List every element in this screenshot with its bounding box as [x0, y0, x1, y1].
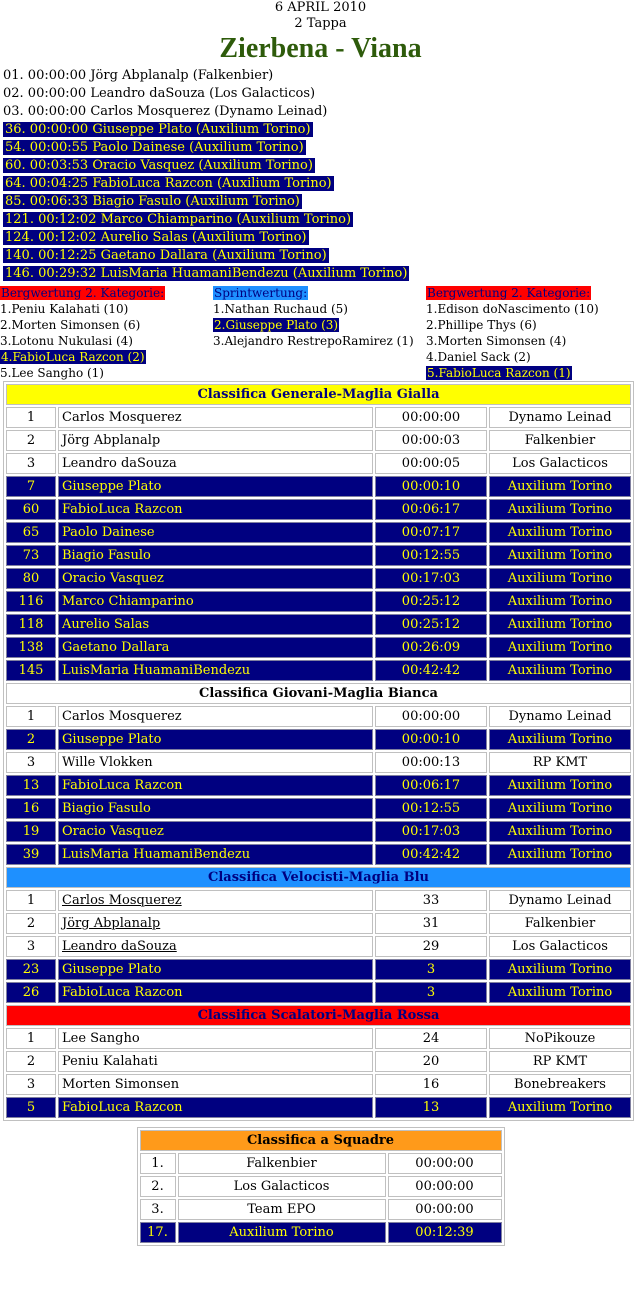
team-cell: Auxilium Torino: [489, 959, 631, 980]
table-row: [6, 407, 631, 428]
value-cell: 00:00:03: [375, 430, 487, 451]
team-cell: NoPikouze: [489, 1028, 631, 1049]
stage-result-text: 54. 00:00:55 Paolo Dainese (Auxilium Torino): [5, 140, 304, 155]
value-cell: 00:42:42: [375, 844, 487, 865]
stage-result-row: [3, 247, 641, 265]
team-cell: Auxilium Torino: [489, 476, 631, 497]
classification-title: Classifica Velocisti-Maglia Blu: [6, 867, 631, 888]
stage-result-text: 124. 00:12:02 Aurelio Salas (Auxilium Torino): [5, 230, 307, 245]
team-cell: Falkenbier: [489, 430, 631, 451]
rider-name-cell: Paolo Dainese: [58, 522, 373, 543]
sub-classification-title: Bergwertung 2. Kategorie:: [1, 286, 165, 300]
stage-result-row: [3, 103, 641, 121]
table-row: [6, 913, 631, 934]
table-row: [6, 637, 631, 658]
value-cell: 3: [375, 982, 487, 1003]
rank-cell: 19: [6, 821, 56, 842]
team-cell: Bonebreakers: [489, 1074, 631, 1095]
sub-classification-item-text: 4.FabioLuca Razcon (2): [1, 350, 145, 364]
sub-classification: [0, 285, 213, 381]
rank-cell: 13: [6, 775, 56, 796]
sub-classification-item-text: 5.FabioLuca Razcon (1): [427, 366, 571, 380]
stage-result-row: [3, 229, 641, 247]
rider-name-cell[interactable]: Carlos Mosquerez: [58, 890, 373, 911]
team-rank-cell: 3.: [140, 1199, 176, 1220]
table-row: [6, 1074, 631, 1095]
sub-classification-item-text: 3.Lotonu Nukulasi (4): [0, 334, 133, 348]
classification-title: Classifica Generale-Maglia Gialla: [6, 384, 631, 405]
value-cell: 16: [375, 1074, 487, 1095]
table-row: [6, 775, 631, 796]
rank-cell: 16: [6, 798, 56, 819]
classification-title: Classifica Giovani-Maglia Bianca: [6, 683, 631, 704]
stage-date: 6 APRIL 2010: [274, 0, 367, 15]
stage-result-text: 01. 00:00:00 Jörg Abplanalp (Falkenbier): [3, 68, 274, 83]
sub-classification-title: Sprintwertung:: [214, 286, 308, 300]
rider-name-cell: Oracio Vasquez: [58, 821, 373, 842]
team-name-cell: Falkenbier: [178, 1153, 386, 1174]
sub-classification-item: [426, 365, 639, 381]
page-title: Zierbena - Viana: [219, 33, 422, 64]
value-cell: 31: [375, 913, 487, 934]
team-cell: Auxilium Torino: [489, 591, 631, 612]
sub-classification-item: [0, 349, 213, 365]
table-row: [6, 959, 631, 980]
sub-classification: [213, 285, 426, 381]
rider-name-cell[interactable]: Leandro daSouza: [58, 936, 373, 957]
sub-classification-item: [213, 301, 426, 317]
stage-result-row: [3, 211, 641, 229]
table-row: [6, 430, 631, 451]
team-classification-title: Classifica a Squadre: [140, 1130, 502, 1151]
team-cell: Los Galacticos: [489, 936, 631, 957]
sub-classification-item-text: 5.Lee Sangho (1): [0, 366, 104, 380]
stage-result-row: [3, 175, 641, 193]
table-row: [6, 729, 631, 750]
sub-classification-item: [0, 301, 213, 317]
value-cell: 00:00:10: [375, 476, 487, 497]
stage-result-text: 64. 00:04:25 FabioLuca Razcon (Auxilium Torino): [5, 176, 332, 191]
rider-name-cell[interactable]: Jörg Abplanalp: [58, 913, 373, 934]
rank-cell: 80: [6, 568, 56, 589]
stage-result-text: 146. 00:29:32 LuisMaria HuamaniBendezu (Auxilium Torino): [5, 266, 408, 281]
rank-cell: 2: [6, 1051, 56, 1072]
rider-name-cell: FabioLuca Razcon: [58, 499, 373, 520]
table-row: [6, 936, 631, 957]
value-cell: 00:12:55: [375, 798, 487, 819]
table-row: [140, 1222, 502, 1243]
team-rank-cell: 1.: [140, 1153, 176, 1174]
table-row: [6, 1028, 631, 1049]
team-name-cell: Auxilium Torino: [178, 1222, 386, 1243]
rider-name-cell: Jörg Abplanalp: [58, 430, 373, 451]
sub-classification-title-row: [0, 285, 213, 301]
team-cell: RP KMT: [489, 1051, 631, 1072]
rank-cell: 60: [6, 499, 56, 520]
sub-classification-item-text: 2.Phillipe Thys (6): [426, 318, 537, 332]
team-cell: Auxilium Torino: [489, 545, 631, 566]
rider-name-cell: Peniu Kalahati: [58, 1051, 373, 1072]
classification-title: Classifica Scalatori-Maglia Rossa: [6, 1005, 631, 1026]
sub-classification-item: [426, 349, 639, 365]
sub-classifications: [0, 285, 641, 381]
team-cell: Auxilium Torino: [489, 775, 631, 796]
stage-result-row: [3, 139, 641, 157]
rider-name-cell: Aurelio Salas: [58, 614, 373, 635]
team-cell: Auxilium Torino: [489, 614, 631, 635]
value-cell: 00:07:17: [375, 522, 487, 543]
team-rank-cell: 2.: [140, 1176, 176, 1197]
sub-classification-item: [0, 365, 213, 381]
team-cell: Auxilium Torino: [489, 798, 631, 819]
team-time-cell: 00:00:00: [388, 1153, 502, 1174]
sub-classification-item: [426, 301, 639, 317]
team-cell: Dynamo Leinad: [489, 890, 631, 911]
table-row: [6, 453, 631, 474]
table-row: [140, 1199, 502, 1220]
sub-classification-item-text: 3.Morten Simonsen (4): [426, 334, 567, 348]
table-row: [6, 522, 631, 543]
rank-cell: 1: [6, 1028, 56, 1049]
rank-cell: 65: [6, 522, 56, 543]
team-cell: Auxilium Torino: [489, 1097, 631, 1118]
sub-classification-item: [213, 333, 426, 349]
team-cell: Auxilium Torino: [489, 637, 631, 658]
team-cell: Auxilium Torino: [489, 844, 631, 865]
value-cell: 00:25:12: [375, 614, 487, 635]
table-row: [6, 982, 631, 1003]
value-cell: 24: [375, 1028, 487, 1049]
rank-cell: 2: [6, 430, 56, 451]
classifications: [0, 381, 641, 1121]
value-cell: 00:00:10: [375, 729, 487, 750]
rank-cell: 23: [6, 959, 56, 980]
value-cell: 20: [375, 1051, 487, 1072]
sub-classification-item-text: 2.Morten Simonsen (6): [0, 318, 141, 332]
table-row: [6, 545, 631, 566]
stage-result-text: 60. 00:03:53 Oracio Vasquez (Auxilium Torino): [5, 158, 313, 173]
sub-classification-item: [426, 317, 639, 333]
stage-result-row: [3, 265, 641, 283]
value-cell: 00:00:00: [375, 407, 487, 428]
rank-cell: 3: [6, 1074, 56, 1095]
rank-cell: 3: [6, 752, 56, 773]
stage-result-row: [3, 67, 641, 85]
value-cell: 00:06:17: [375, 775, 487, 796]
rank-cell: 116: [6, 591, 56, 612]
rank-cell: 26: [6, 982, 56, 1003]
team-cell: Auxilium Torino: [489, 982, 631, 1003]
stage-result-row: [3, 85, 641, 103]
rider-name-cell: Giuseppe Plato: [58, 959, 373, 980]
stage-result-row: [3, 121, 641, 139]
table-row: [6, 1051, 631, 1072]
rider-name-cell: Giuseppe Plato: [58, 729, 373, 750]
stage-result-text: 85. 00:06:33 Biagio Fasulo (Auxilium Torino): [5, 194, 300, 209]
team-classification-table: [137, 1127, 505, 1246]
team-cell: Auxilium Torino: [489, 522, 631, 543]
table-row: [6, 1097, 631, 1118]
table-row: [6, 660, 631, 681]
table-row: [6, 844, 631, 865]
rider-name-cell: Wille Vlokken: [58, 752, 373, 773]
value-cell: 3: [375, 959, 487, 980]
rider-name-cell: Carlos Mosquerez: [58, 407, 373, 428]
rider-name-cell: LuisMaria HuamaniBendezu: [58, 660, 373, 681]
stage-result-row: [3, 193, 641, 211]
team-time-cell: 00:00:00: [388, 1199, 502, 1220]
value-cell: 00:42:42: [375, 660, 487, 681]
rank-cell: 2: [6, 913, 56, 934]
rank-cell: 145: [6, 660, 56, 681]
rank-cell: 138: [6, 637, 56, 658]
rider-name-cell: Morten Simonsen: [58, 1074, 373, 1095]
table-row: [6, 798, 631, 819]
team-cell: Auxilium Torino: [489, 729, 631, 750]
team-name-cell: Los Galacticos: [178, 1176, 386, 1197]
table-row: [6, 568, 631, 589]
team-cell: Auxilium Torino: [489, 499, 631, 520]
rider-name-cell: Giuseppe Plato: [58, 476, 373, 497]
value-cell: 00:26:09: [375, 637, 487, 658]
sub-classification-item: [426, 333, 639, 349]
rank-cell: 5: [6, 1097, 56, 1118]
stage-result-text: 02. 00:00:00 Leandro daSouza (Los Galacticos): [3, 86, 316, 101]
team-cell: Dynamo Leinad: [489, 706, 631, 727]
sub-classification: [426, 285, 639, 381]
sub-classification-item-text: 2.Giuseppe Plato (3): [214, 318, 339, 332]
sub-classification-item-text: 1.Peniu Kalahati (10): [0, 302, 129, 316]
stage-result-text: 140. 00:12:25 Gaetano Dallara (Auxilium Torino): [5, 248, 327, 263]
table-row: [6, 752, 631, 773]
rank-cell: 118: [6, 614, 56, 635]
rider-name-cell: Marco Chiamparino: [58, 591, 373, 612]
rank-cell: 73: [6, 545, 56, 566]
table-row: [6, 614, 631, 635]
stage-result-row: [3, 157, 641, 175]
value-cell: 00:17:03: [375, 568, 487, 589]
table-row: [140, 1176, 502, 1197]
sub-classification-title-row: [426, 285, 639, 301]
rider-name-cell: Oracio Vasquez: [58, 568, 373, 589]
sub-classification-title-row: [213, 285, 426, 301]
rank-cell: 1: [6, 890, 56, 911]
rider-name-cell: Carlos Mosquerez: [58, 706, 373, 727]
value-cell: 00:00:00: [375, 706, 487, 727]
value-cell: 00:25:12: [375, 591, 487, 612]
team-cell: Dynamo Leinad: [489, 407, 631, 428]
sub-classification-item-text: 4.Daniel Sack (2): [426, 350, 531, 364]
rider-name-cell: Leandro daSouza: [58, 453, 373, 474]
rank-cell: 3: [6, 936, 56, 957]
sub-classification-item: [213, 317, 426, 333]
team-rank-cell: 17.: [140, 1222, 176, 1243]
rider-name-cell: Gaetano Dallara: [58, 637, 373, 658]
table-row: [6, 890, 631, 911]
value-cell: 33: [375, 890, 487, 911]
rider-name-cell: Biagio Fasulo: [58, 798, 373, 819]
rider-name-cell: Lee Sangho: [58, 1028, 373, 1049]
rider-name-cell: FabioLuca Razcon: [58, 775, 373, 796]
stage-number: 2 Tappa: [294, 16, 347, 31]
rank-cell: 2: [6, 729, 56, 750]
rider-name-cell: LuisMaria HuamaniBendezu: [58, 844, 373, 865]
rank-cell: 3: [6, 453, 56, 474]
table-row: [6, 476, 631, 497]
table-row: [6, 591, 631, 612]
rider-name-cell: FabioLuca Razcon: [58, 982, 373, 1003]
sub-classification-title: Bergwertung 2. Kategorie:: [427, 286, 591, 300]
sub-classification-item-text: 1.Edison doNascimento (10): [426, 302, 599, 316]
team-cell: Auxilium Torino: [489, 660, 631, 681]
sub-classification-item-text: 1.Nathan Ruchaud (5): [213, 302, 348, 316]
value-cell: 00:00:13: [375, 752, 487, 773]
table-row: [6, 821, 631, 842]
team-cell: Falkenbier: [489, 913, 631, 934]
rider-name-cell: Biagio Fasulo: [58, 545, 373, 566]
team-time-cell: 00:12:39: [388, 1222, 502, 1243]
table-row: [140, 1153, 502, 1174]
classification-table: [3, 381, 634, 1121]
team-cell: Auxilium Torino: [489, 568, 631, 589]
stage-results: [3, 67, 641, 283]
table-row: [6, 499, 631, 520]
value-cell: 00:06:17: [375, 499, 487, 520]
team-name-cell: Team EPO: [178, 1199, 386, 1220]
value-cell: 29: [375, 936, 487, 957]
rank-cell: 39: [6, 844, 56, 865]
stage-result-text: 121. 00:12:02 Marco Chiamparino (Auxilium Torino): [5, 212, 352, 227]
team-time-cell: 00:00:00: [388, 1176, 502, 1197]
rank-cell: 1: [6, 407, 56, 428]
value-cell: 00:17:03: [375, 821, 487, 842]
rank-cell: 7: [6, 476, 56, 497]
sub-classification-item-text: 3.Alejandro RestrepoRamirez (1): [213, 334, 414, 348]
stage-result-text: 36. 00:00:00 Giuseppe Plato (Auxilium Torino): [5, 122, 311, 137]
value-cell: 00:12:55: [375, 545, 487, 566]
value-cell: 00:00:05: [375, 453, 487, 474]
table-row: [6, 706, 631, 727]
team-cell: Los Galacticos: [489, 453, 631, 474]
value-cell: 13: [375, 1097, 487, 1118]
rank-cell: 1: [6, 706, 56, 727]
team-cell: Auxilium Torino: [489, 821, 631, 842]
sub-classification-item: [0, 333, 213, 349]
team-cell: RP KMT: [489, 752, 631, 773]
rider-name-cell: FabioLuca Razcon: [58, 1097, 373, 1118]
stage-result-text: 03. 00:00:00 Carlos Mosquerez (Dynamo Leinad): [3, 104, 328, 119]
sub-classification-item: [0, 317, 213, 333]
